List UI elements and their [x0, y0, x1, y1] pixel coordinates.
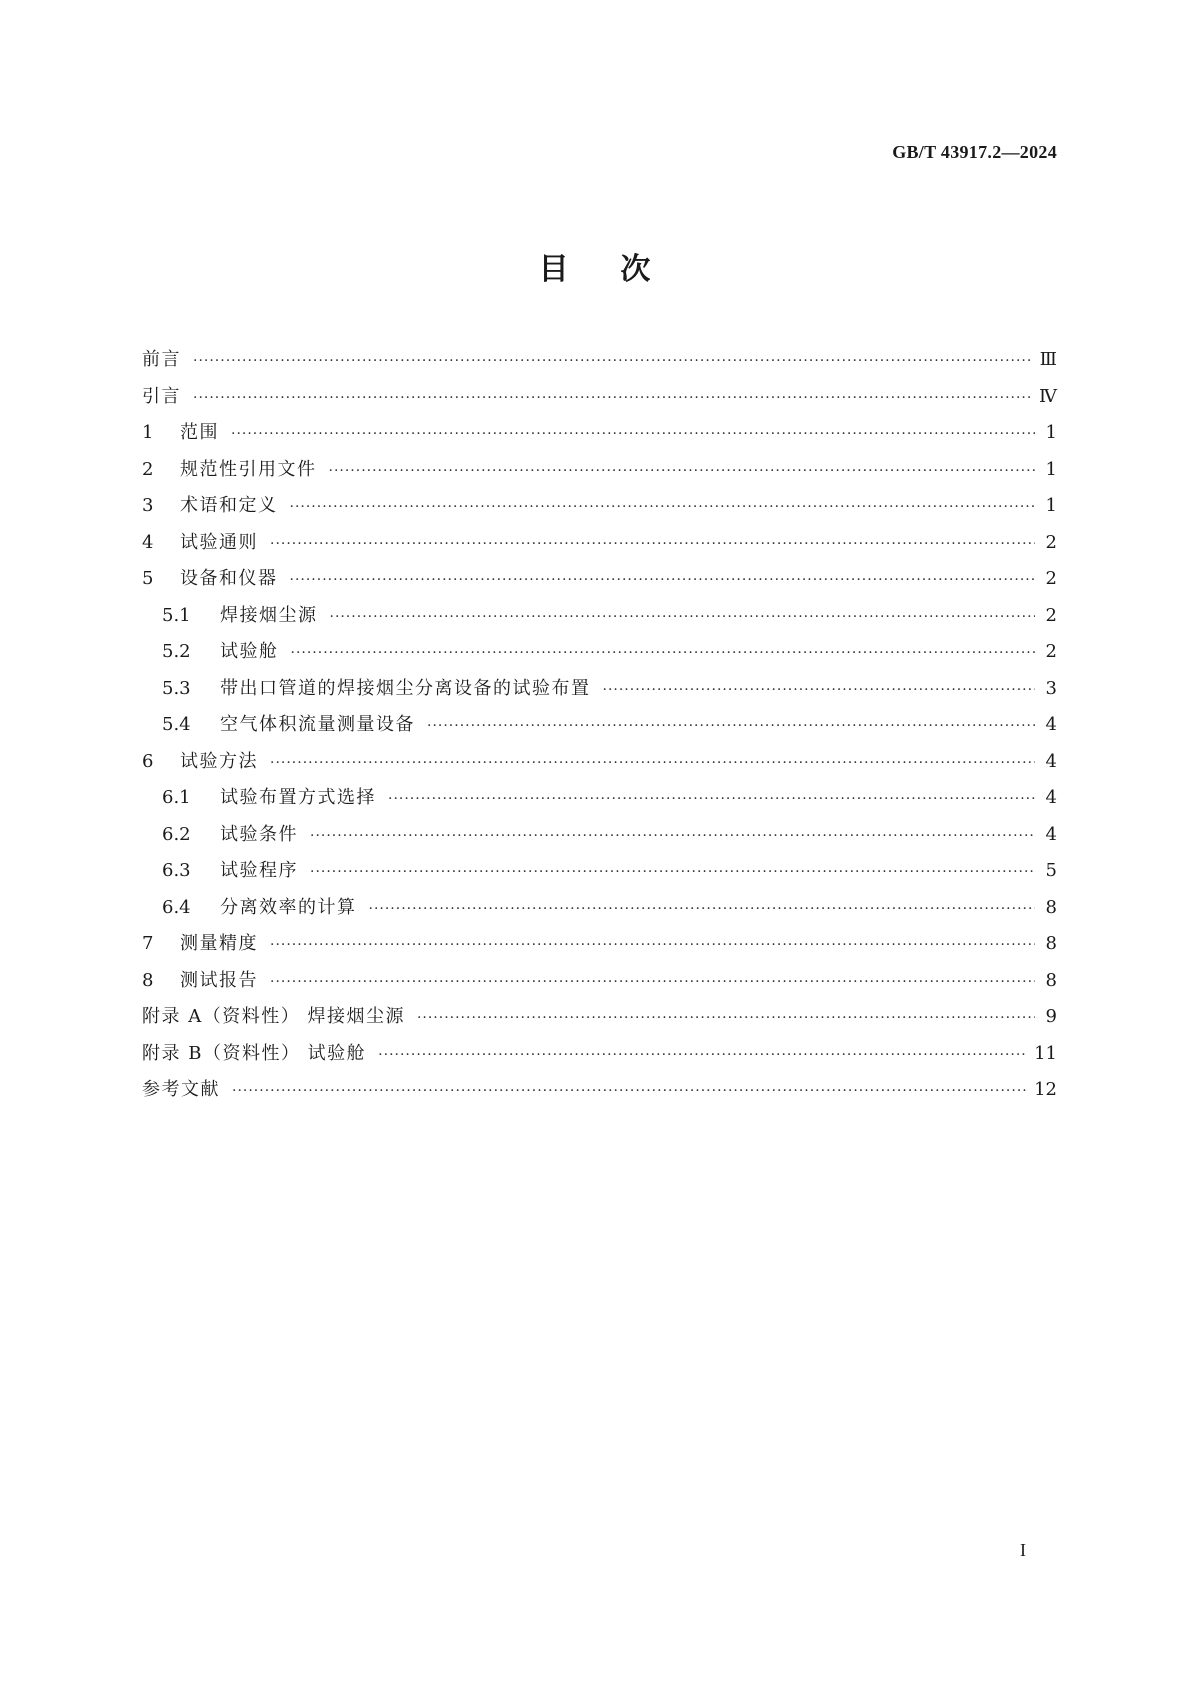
toc-dot-leader [310, 854, 1035, 891]
toc-entry-number: 8 [142, 969, 154, 991]
toc-dot-leader [291, 635, 1036, 672]
toc-entry-annex-b[interactable] [142, 1036, 1057, 1073]
toc-entry-page: 9 [1045, 1006, 1057, 1027]
toc-entry-number: 6 [142, 750, 154, 772]
toc-entry-test-arrangement[interactable] [142, 671, 1057, 708]
page-title: 目 次 [538, 252, 653, 287]
toc-dot-leader [193, 343, 1032, 380]
page-number: I [1020, 1540, 1026, 1560]
toc-entry-test-chamber[interactable] [142, 634, 1057, 671]
toc-entry-page: 1 [1045, 422, 1057, 443]
toc-entry-test-methods[interactable] [142, 744, 1057, 781]
toc-entry-page: 8 [1045, 933, 1057, 954]
toc-dot-leader [378, 1037, 1026, 1074]
toc-entry-label: 带出口管道的焊接烟尘分离设备的试验布置 [220, 677, 591, 699]
toc-entry-page: 4 [1045, 787, 1057, 808]
toc-entry-number: 6.3 [162, 860, 191, 881]
toc-entry-label: 试验舱 [220, 641, 279, 662]
toc-entry-label: 试验通则 [180, 531, 258, 553]
toc-entry-number: 7 [142, 933, 154, 954]
toc-entry-label: 试验布置方式选择 [220, 787, 376, 808]
toc-entry-page: 2 [1045, 604, 1057, 626]
toc-entry-terms-definitions[interactable] [142, 488, 1057, 525]
toc-entry-page: 11 [1034, 1042, 1057, 1064]
toc-entry-page: 8 [1045, 896, 1057, 918]
toc-dot-leader [329, 453, 1036, 490]
toc-entry-efficiency-calculation[interactable] [142, 890, 1057, 927]
toc-entry-label: 引言 [142, 385, 181, 407]
toc-entry-page: 4 [1045, 750, 1057, 772]
toc-entry-page: Ⅲ [1039, 349, 1057, 370]
toc-entry-number: 2 [142, 458, 154, 480]
toc-entry-page: 4 [1045, 823, 1057, 845]
toc-entry-page: 2 [1045, 531, 1057, 553]
toc-entry-label: 空气体积流量测量设备 [220, 714, 415, 735]
toc-entry-normative-references[interactable] [142, 452, 1057, 489]
toc-entry-label: 分离效率的计算 [220, 896, 357, 918]
toc-entry-page: 8 [1045, 969, 1057, 991]
toc-entry-scope[interactable] [142, 415, 1057, 452]
toc-entry-number: 5 [142, 568, 154, 589]
toc-dot-leader [290, 562, 1036, 599]
toc-entry-number: 6.1 [162, 787, 191, 808]
toc-entry-number: 5.1 [162, 604, 191, 626]
toc-entry-page: Ⅳ [1039, 385, 1057, 407]
toc-entry-test-procedure[interactable] [142, 853, 1057, 890]
toc-entry-fume-source[interactable] [142, 598, 1057, 635]
toc-dot-leader [603, 672, 1036, 709]
toc-entry-introduction[interactable] [142, 379, 1057, 416]
toc-dot-leader [270, 964, 1035, 1001]
toc-entry-label: 前言 [142, 349, 181, 370]
toc-entry-number: 5.4 [162, 714, 191, 735]
toc-entry-label: 焊接烟尘源 [220, 604, 318, 626]
toc-dot-leader [270, 927, 1035, 964]
toc-dot-leader [427, 708, 1035, 745]
toc-entry-page: 1 [1045, 495, 1057, 516]
toc-entry-test-conditions[interactable] [142, 817, 1057, 854]
toc-entry-preface[interactable] [142, 342, 1057, 379]
toc-dot-leader [417, 1000, 1035, 1037]
toc-entry-airflow-measurement[interactable] [142, 707, 1057, 744]
toc-entry-label: 规范性引用文件 [180, 458, 317, 480]
toc-dot-leader [270, 526, 1035, 563]
toc-entry-label: 附录 A（资料性） 焊接烟尘源 [142, 1006, 405, 1027]
toc-entry-page: 2 [1045, 568, 1057, 589]
standard-code: GB/T 43917.2—2024 [892, 142, 1057, 162]
table-of-contents [142, 342, 1057, 1109]
toc-dot-leader [193, 380, 1031, 417]
toc-entry-number: 3 [142, 495, 154, 516]
toc-entry-label: 测量精度 [180, 933, 258, 954]
toc-entry-bibliography[interactable] [142, 1072, 1057, 1109]
toc-entry-number: 5.2 [162, 641, 191, 662]
toc-entry-page: 2 [1045, 641, 1057, 662]
toc-entry-equipment[interactable] [142, 561, 1057, 598]
toc-entry-number: 1 [142, 422, 154, 443]
toc-entry-label: 术语和定义 [180, 495, 278, 516]
toc-dot-leader [388, 781, 1035, 818]
toc-entry-label: 试验方法 [180, 750, 258, 772]
toc-dot-leader [231, 416, 1035, 453]
toc-entry-page: 1 [1045, 458, 1057, 480]
toc-entry-annex-a[interactable] [142, 999, 1057, 1036]
toc-entry-test-report[interactable] [142, 963, 1057, 1000]
toc-entry-page: 3 [1045, 677, 1057, 699]
toc-dot-leader [232, 1073, 1026, 1110]
toc-entry-number: 6.2 [162, 823, 191, 845]
toc-dot-leader [290, 489, 1036, 526]
toc-dot-leader [330, 599, 1036, 636]
toc-entry-measurement-accuracy[interactable] [142, 926, 1057, 963]
toc-entry-arrangement-selection[interactable] [142, 780, 1057, 817]
toc-dot-leader [310, 818, 1035, 855]
toc-entry-label: 参考文献 [142, 1079, 220, 1100]
toc-entry-label: 试验程序 [220, 860, 298, 881]
toc-entry-label: 测试报告 [180, 969, 258, 991]
toc-entry-general-test-rules[interactable] [142, 525, 1057, 562]
toc-entry-page: 5 [1045, 860, 1057, 881]
toc-entry-page: 12 [1034, 1079, 1057, 1100]
toc-dot-leader [270, 745, 1035, 782]
toc-entry-label: 附录 B（资料性） 试验舱 [142, 1042, 367, 1064]
toc-entry-number: 6.4 [162, 896, 191, 918]
toc-entry-label: 设备和仪器 [180, 568, 278, 589]
toc-entry-page: 4 [1045, 714, 1057, 735]
toc-entry-label: 试验条件 [220, 823, 298, 845]
toc-dot-leader [369, 891, 1036, 928]
toc-entry-number: 4 [142, 531, 154, 553]
toc-entry-number: 5.3 [162, 677, 191, 699]
toc-entry-label: 范围 [180, 422, 219, 443]
